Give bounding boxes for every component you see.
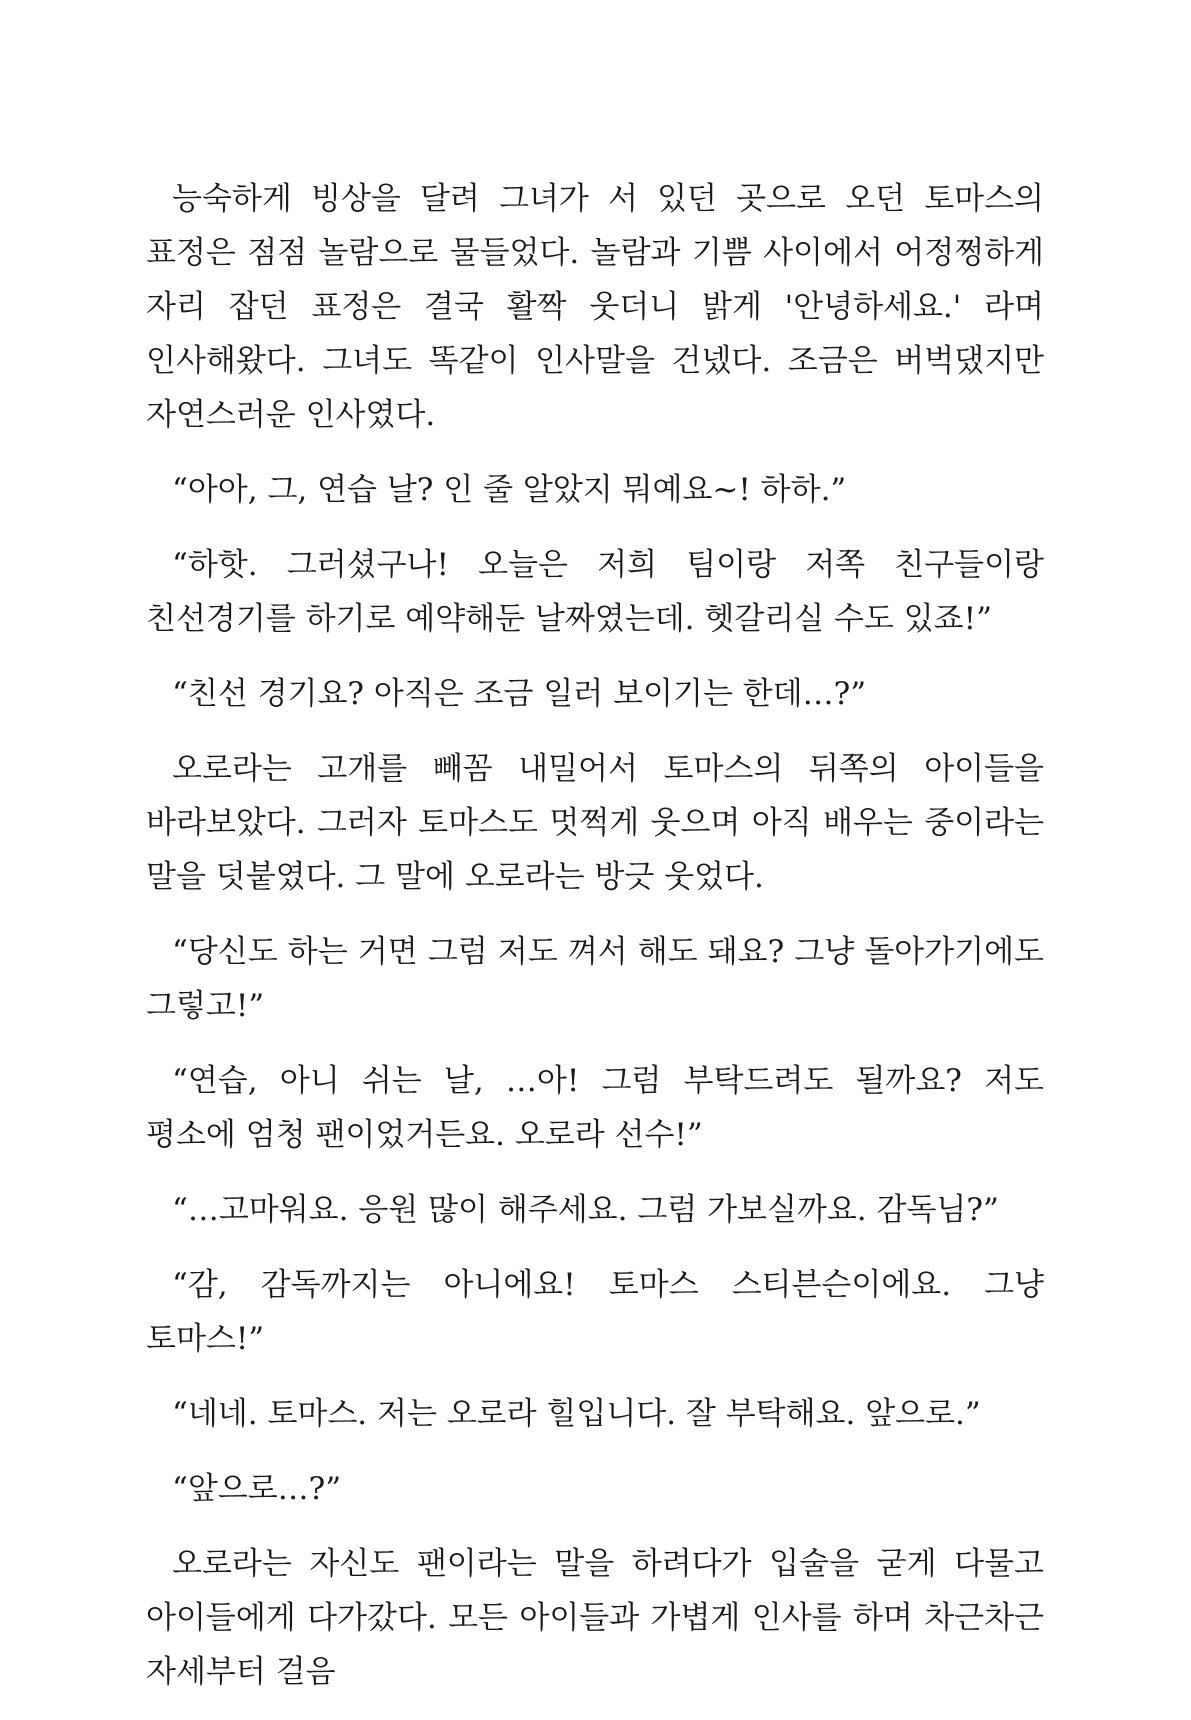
dialogue-line: “연습, 아니 쉬는 날, …아! 그럼 부탁드려도 될까요? 저도 평소에 엄청 팬이었거든요. 오로라 선수!” xyxy=(146,1063,1044,1153)
dialogue-line: “앞으로…?” xyxy=(172,1471,342,1507)
body-text xyxy=(146,172,1044,1720)
dialogue-line: “당신도 하는 거면 그럼 저도 껴서 해도 돼요? 그냥 돌아가기에도 그렇고!” xyxy=(146,934,1044,1024)
paragraph: 능숙하게 빙상을 달려 그녀가 서 있던 곳으로 오던 토마스의 표정은 점점 놀람으로 물들었다. 놀람과 기쁨 사이에서 어정쩡하게 자리 잡던 표정은 결국 활짝 웃더니 밝게 '안녕하세요.' 라며 인사해왔다. 그녀도 똑같이 인사말을 건넸다. 조금은 버벅댔지만 자연스러운 인사였다. xyxy=(146,181,1044,433)
dialogue-line: “감, 감독까지는 아니에요! 토마스 스티븐슨이에요. 그냥 토마스!” xyxy=(146,1267,1044,1357)
dialogue-line: “하핫. 그러셨구나! 오늘은 저희 팀이랑 저쪽 친구들이랑 친선경기를 하기로 예약해둔 날짜였는데. 헷갈리실 수도 있죠!” xyxy=(146,547,1044,637)
dialogue-line: “친선 경기요? 아직은 조금 일러 보이기는 한데…?” xyxy=(172,676,867,712)
paragraph: 오로라는 자신도 팬이라는 말을 하려다가 입술을 굳게 다물고 아이들에게 다가갔다. 모든 아이들과 가볍게 인사를 하며 차근차근 자세부터 걸음 xyxy=(146,1546,1044,1690)
dialogue-line: “…고마워요. 응원 많이 해주세요. 그럼 가보실까요. 감독님?” xyxy=(172,1192,999,1228)
dialogue-line: “네네. 토마스. 저는 오로라 힐입니다. 잘 부탁해요. 앞으로.” xyxy=(172,1396,981,1432)
paragraph: 오로라는 고개를 빼꼼 내밀어서 토마스의 뒤쪽의 아이들을 바라보았다. 그러자 토마스도 멋쩍게 웃으며 아직 배우는 중이라는 말을 덧붙였다. 그 말에 오로라는 방긋 웃었다. xyxy=(146,751,1044,895)
dialogue-line: “아아, 그, 연습 날? 인 줄 알았지 뭐예요~! 하하.” xyxy=(172,472,847,508)
